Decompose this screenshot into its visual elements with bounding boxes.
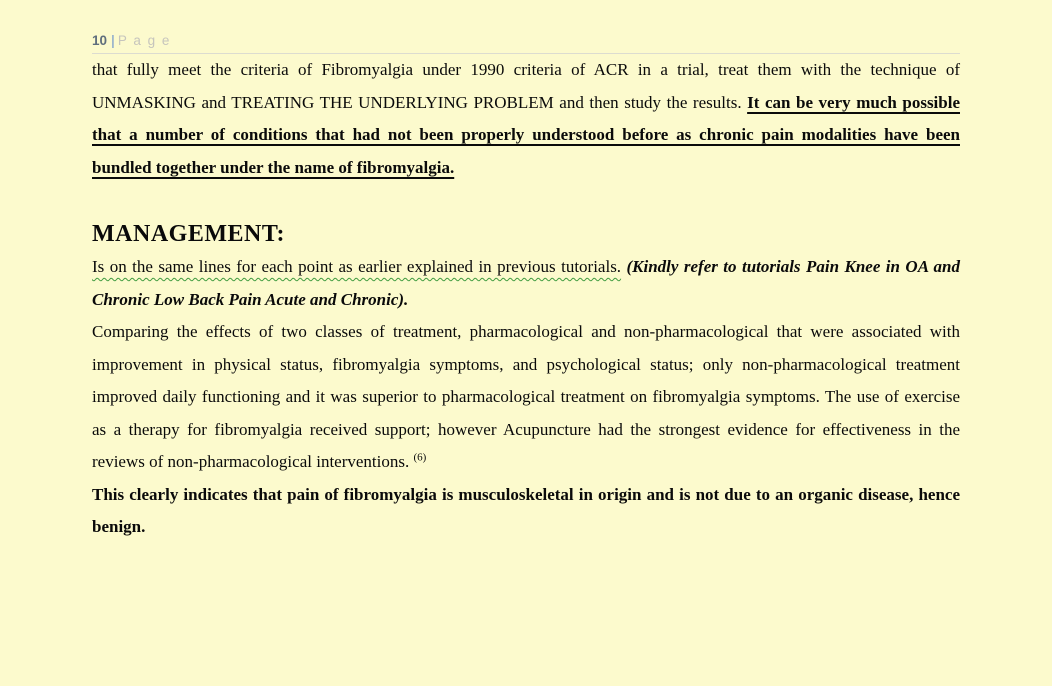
cross-reference-note: (Kindly refer to tutorials Pain Knee in OA and Chronic Low Back Pain Acute and Chronic). bbox=[92, 257, 960, 309]
page-header bbox=[92, 0, 960, 54]
paragraph-intro bbox=[92, 54, 960, 184]
citation-superscript: (6) bbox=[413, 451, 427, 464]
paragraph-treatment-comparison bbox=[92, 316, 960, 479]
page-number: 10 bbox=[92, 33, 108, 48]
grammar-underlined-text: Is on the same lines for each point as earlier explained in previous tutorials. bbox=[92, 257, 622, 276]
paragraph-management bbox=[92, 251, 960, 316]
paragraph-conclusion: This clearly indicates that pain of fibromyalgia is musculoskeletal in origin and is not due to an organic disease, hence benign. bbox=[92, 484, 960, 536]
header-separator: | bbox=[111, 33, 115, 48]
comparison-text: Comparing the effects of two classes of treatment, pharmacological and non-pharmacological that were associated with improvement in physical status, fibromyalgia symptoms, and psychological status; only non-pharmacological treatment improved daily functioning and it was superior to pharmacological treatment on fibromyalgia symptoms. The use of exercise as a therapy for fibromyalgia received support; however Acupuncture had the strongest evidence for effectiveness in the reviews of non-pharmacological interventions. bbox=[92, 322, 960, 471]
intro-bold-underlined-text: It can be very much possible that a number of conditions that had not been properly understood before as chronic pain modalities have been bundled together under the name of fibromyalgia. bbox=[92, 92, 960, 177]
page-content bbox=[92, 0, 960, 544]
header-page-label: P a g e bbox=[117, 33, 171, 48]
management-heading: MANAGEMENT: bbox=[92, 221, 286, 247]
intro-normal-text: that fully meet the criteria of Fibromyalgia under 1990 criteria of ACR in a trial, treat them with the technique of UNMASKING and TREATING THE UNDERLYING PROBLEM and then study the results. bbox=[92, 60, 960, 112]
